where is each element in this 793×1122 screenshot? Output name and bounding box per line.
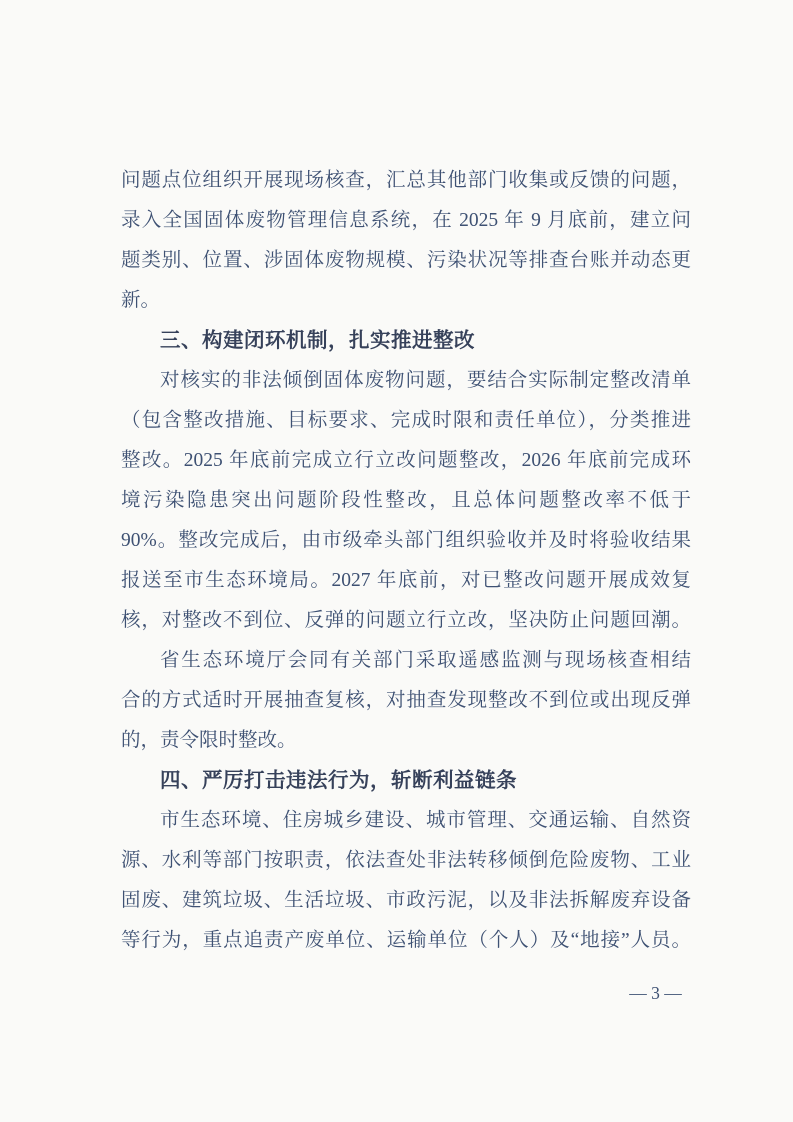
text-line: 核，对整改不到位、反弹的问题立行立改，坚决防止问题回潮。: [121, 610, 691, 631]
page-number: — 3 —: [629, 983, 682, 1003]
document-body: [121, 161, 691, 961]
text-line: 固废、建筑垃圾、生活垃圾、市政污泥，以及非法拆解废弃设备: [121, 890, 691, 911]
text-line: （包含整改措施、目标要求、完成时限和责任单位），分类推进: [121, 410, 691, 431]
text-line: 合的方式适时开展抽查复核，对抽查发现整改不到位或出现反弹: [121, 690, 691, 711]
text-line: 问题点位组织开展现场核查，汇总其他部门收集或反馈的问题，: [121, 170, 691, 191]
text-line: 题类别、位置、涉固体废物规模、污染状况等排查台账并动态更: [121, 250, 691, 271]
text-line: 报送至市生态环境局。2027 年底前，对已整改问题开展成效复: [121, 570, 691, 591]
text-line: 新。: [121, 290, 161, 311]
text-line: 源、水利等部门按职责，依法查处非法转移倾倒危险废物、工业: [121, 850, 691, 871]
text-line: 的，责令限时整改。: [121, 730, 297, 751]
text-line: 三、构建闭环机制，扎实推进整改: [160, 329, 475, 352]
text-line: 四、严厉打击违法行为，斩断利益链条: [160, 769, 517, 792]
text-line: 省生态环境厅会同有关部门采取遥感监测与现场核查相结: [160, 650, 691, 671]
text-line: 境污染隐患突出问题阶段性整改，且总体问题整改率不低于: [121, 490, 691, 511]
text-line: 对核实的非法倾倒固体废物问题，要结合实际制定整改清单: [160, 370, 691, 391]
text-line: 90%。整改完成后，由市级牵头部门组织验收并及时将验收结果: [121, 530, 691, 551]
text-line: 市生态环境、住房城乡建设、城市管理、交通运输、自然资: [160, 810, 691, 831]
text-line: 整改。2025 年底前完成立行立改问题整改，2026 年底前完成环: [121, 450, 691, 471]
text-line: 录入全国固体废物管理信息系统，在 2025 年 9 月底前，建立问: [121, 210, 691, 231]
text-line: 等行为，重点追责产废单位、运输单位（个人）及“地接”人员。: [121, 930, 691, 951]
